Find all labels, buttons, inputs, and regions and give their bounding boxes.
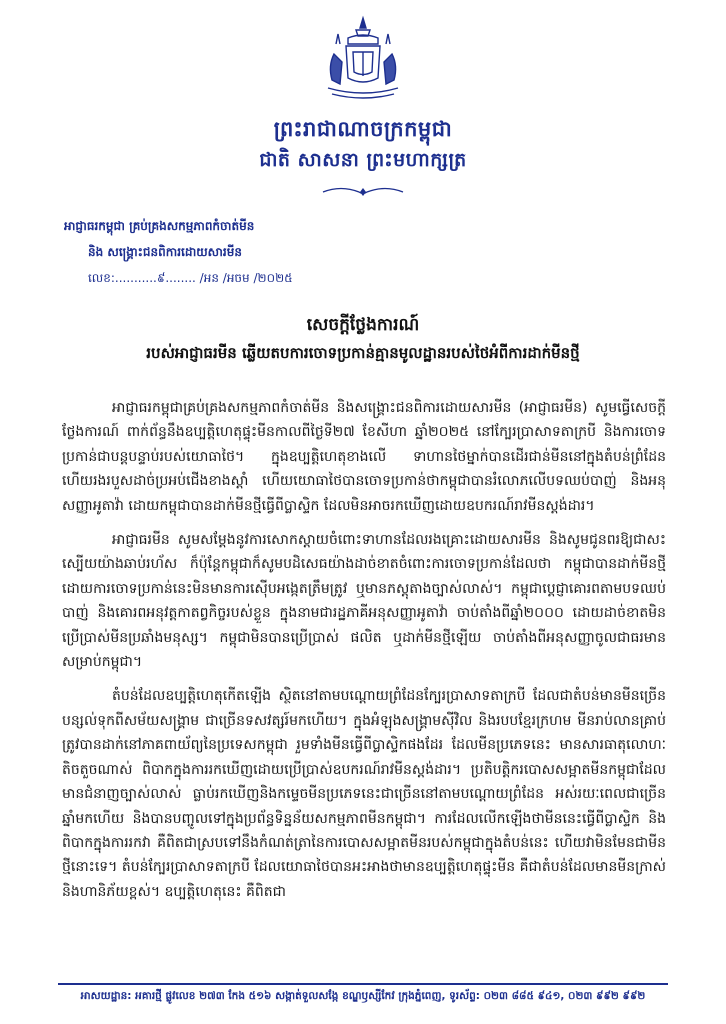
authority-name-line-2: និង សង្គ្រោះជនពិការដោយសារមីន [88,245,242,259]
kingdom-title: ព្រះរាជាណាចក្រកម្ពុជា [273,116,453,141]
statement-title: សេចក្តីថ្លែងការណ៍ [306,315,420,335]
paragraph: អាជ្ញាធរមីន សូមសម្តែងនូវការសោកស្តាយចំពោះទាហានដែលរងគ្រោះដោយសារមីន និងសូមជូនពរឱ្យជាសះស្បើយយ៉ាងឆាប់រហ័ស ក៏ប៉ុន្តែកម្ពុជាក៏សូមបដិសេធយ៉ាងដាច់ខាតចំពោះការចោទប្រកាន់ដែលថា កម្ពុជាបានដាក់មីនថ្មី ដោយការចោទប្រកាន់នេះមិនមានការស៊ើបអង្កេតត្រឹមត្រូវ ឬមានភស្តុតាងច្បាស់លាស់។ កម្ពុជាប្តេជ្ញាគោរពតាមបទឈប់បាញ់ និងគោរពអនុវត្តកាតព្វកិច្ចរបស់ខ្លួន ក្នុងនាមជារដ្ឋភាគីអនុសញ្ញាអូតាវ៉ា ចាប់តាំងពីឆ្នាំ២០០០ ដោយដាច់ខាតមិនប្រើប្រាស់មីនប្រឆាំងមនុស្ស។ កម្ពុជាមិនបានប្រើប្រាស់ ផលិត ឬដាក់មីនថ្មីឡើយ ចាប់តាំងពីអនុសញ្ញាចូលជាធរមានសម្រាប់កម្ពុជា។ [62,532,666,671]
statement-subtitle: របស់អាជ្ញាធរមីន ឆ្លើយតបការចោទប្រកាន់គ្មានមូលដ្ឋានរបស់ថៃអំពីការដាក់មីនថ្មី [146,344,580,362]
footer-divider [58,983,668,985]
footer-address: អាសយដ្ឋាន: អគារថ្មី ផ្លូវលេខ ២៧៣ កែង ៥១៦ សង្កាត់ទួលសង្កែ ខណ្ឌឫស្សីកែវ ក្រុងភ្នំពេញ, ទូរស័ព្ទ: ០២៣ ៨៨៥ ៩៤១, ០២៣ ៩៩២ ៩៩២ [80,990,646,1002]
paragraph: អាជ្ញាធរកម្ពុជាគ្រប់គ្រងសកម្មភាពកំចាត់មីន និងសង្គ្រោះជនពិការដោយសារមីន (អាជ្ញាធរមីន) សូមធ្វើសេចក្តីថ្លែងការណ៍ ពាក់ព័ន្ធនឹងឧប្បត្តិហេតុផ្ទុះមីនកាលពីថ្ងៃទី២៧ ខែសីហា ឆ្នាំ២០២៥ នៅក្បែរប្រាសាទតាក្របី និងការចោទប្រកាន់ជាបន្តបន្ទាប់របស់យោធាថៃ។ ក្នុងឧប្បត្តិហេតុខាងលើ ទាហានថៃម្នាក់បានដើរជាន់មីននៅក្នុងតំបន់ព្រំដែន ហើយរងរបួសដាច់ប្រអប់ជើងខាងស្តាំ ហើយយោធាថៃបានចោទប្រកាន់ថាកម្ពុជាបានរំលោភលើបទឈប់បាញ់ និងអនុសញ្ញាអូតាវ៉ា ដោយកម្ពុជាបានដាក់មីនថ្មីធ្វើពីប្លាស្ទិក ដែលមិនអាចរកឃើញដោយឧបករណ៍រាវមីនស្តង់ដារ។ [62,400,666,514]
royal-coat-of-arms-icon [318,14,408,104]
divider-ornament-icon [319,185,407,199]
national-motto: ជាតិ សាសនា ព្រះមហាក្សត្រ [259,149,467,171]
paragraph: តំបន់ដែលឧប្បត្តិហេតុកើតឡើង ស្ថិតនៅតាមបណ្តោយព្រំដែនក្បែរប្រាសាទតាក្របី ដែលជាតំបន់មានមីនច្រើន បន្សល់ទុកពីសម័យសង្គ្រាម ជាច្រើនទសវត្សរ៍មកហើយ។ ក្នុងអំឡុងសង្គ្រាមស៊ីវិល និងរបបខ្មែរក្រហម មីនរាប់លានគ្រាប់ត្រូវបានដាក់នៅភាគពាយ័ព្យនៃប្រទេសកម្ពុជា រួមទាំងមីនធ្វើពីប្លាស្ទិកផងដែរ ដែលមីនប្រភេទនេះ មានសារធាតុលោហៈតិចតួចណាស់ ពិបាកក្នុងការរកឃើញដោយប្រើប្រាស់ឧបករណ៍រាវមីនស្តង់ដារ។ ប្រតិបត្តិករបោសសម្អាតមីនកម្ពុជាដែលមានជំនាញច្បាស់លាស់ ធ្លាប់រកឃើញនិងកម្ទេចមីនប្រភេទនេះជាច្រើននៅតាមបណ្តោយព្រំដែន អស់រយៈពេលជាច្រើនឆ្នាំមកហើយ និងបានបញ្ចូលទៅក្នុងប្រព័ន្ធទិន្នន័យសកម្មភាពមីនកម្ពុជា។ ការដែលលើកឡើងថាមីននេះធ្វើពីប្លាស្ទិក និងពិបាកក្នុងការរកវា គឺពិតជាស្របទៅនឹងកំណត់ត្រានៃការបោសសម្អាតមីនរបស់កម្ពុជាក្នុងតំបន់នេះ ហើយវាមិនមែនជាមីនថ្មីនោះទេ។ តំបន់ក្បែរប្រាសាទតាក្របី ដែលយោធាថៃបានអះអាងថាមានឧប្បត្តិហេតុផ្ទុះមីន គឺជាតំបន់ដែលមានមីនក្រាស់ និងហានិភ័យខ្ពស់។ ឧប្បត្តិហេតុនេះ គឺពិតជា [62,688,666,900]
authority-name-line-1: អាជ្ញាធរកម្ពុជា គ្រប់គ្រងសកម្មភាពកំចាត់មីន [64,219,255,233]
reference-number: លេខ:...........៩........ /អន /អចម /២០២៥ [88,271,293,285]
statement-body [62,396,666,914]
